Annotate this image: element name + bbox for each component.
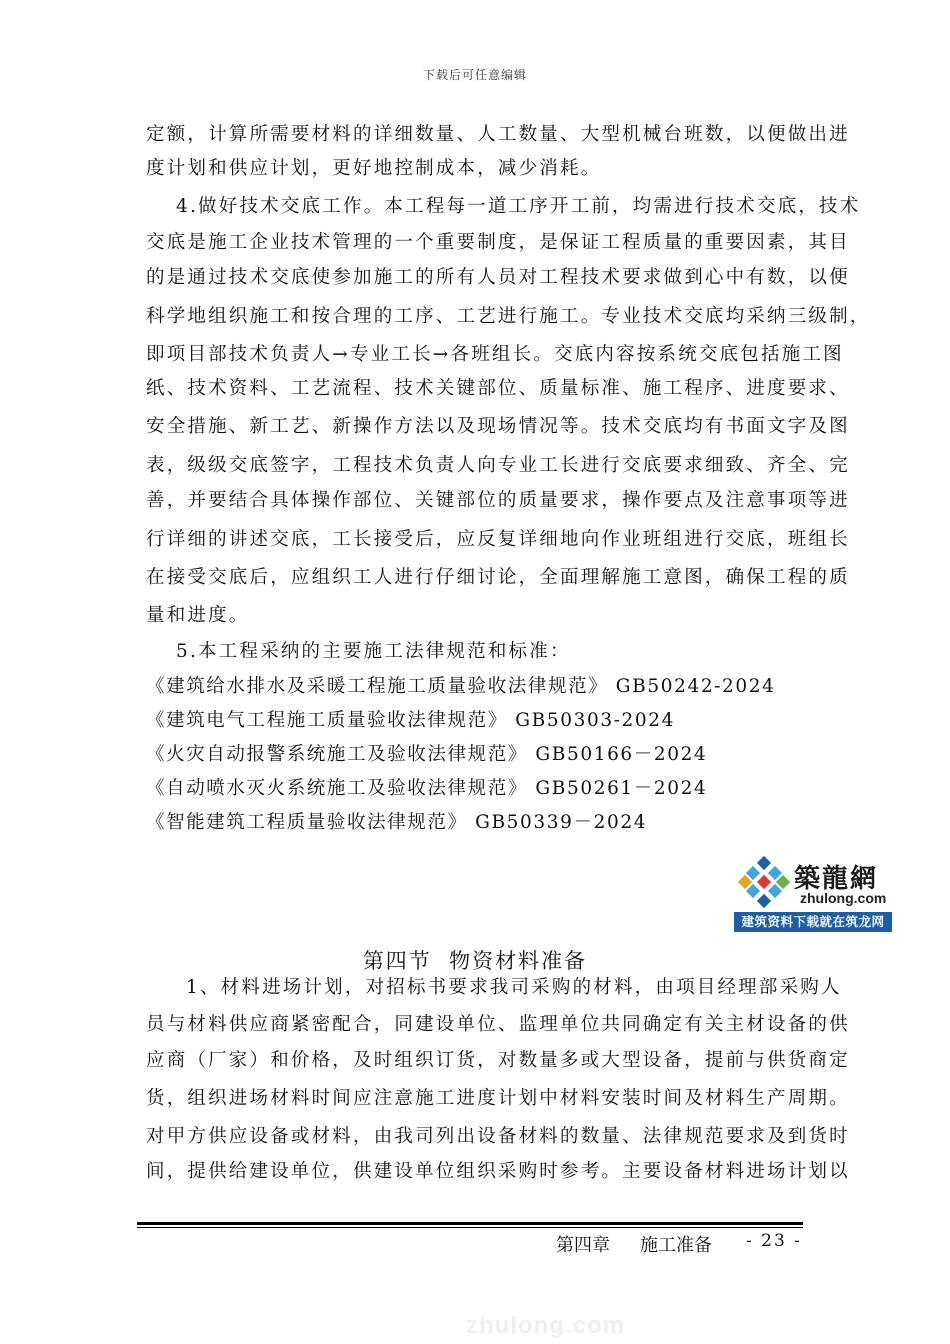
standard-item: 《火灾自动报警系统施工及验收法律规范》 GB50166－2024: [146, 744, 708, 765]
paragraph-line: 交底是施工企业技术管理的一个重要制度，是保证工程质量的重要因素，其目: [146, 232, 850, 253]
paragraph-line: 科学地组织施工和按合理的工序、工艺进行施工。专业技术交底均采纳三级制，: [146, 306, 871, 327]
watermark: zhulong.com: [466, 1312, 625, 1339]
section-line: 1、材料进场计划，对招标书要求我司采购的材料，由项目经理部采购人: [186, 977, 842, 998]
paragraph-line: 定额，计算所需要材料的详细数量、人工数量、大型机械台班数，以便做出进: [146, 124, 850, 145]
logo-name-cn: 築龍網: [794, 864, 879, 894]
paragraph-line: 即项目部技术负责人→专业工长→各班组长。交底内容按系统交底包括施工图: [146, 344, 844, 365]
paragraph-line: 5.本工程采纳的主要施工法律规范和标准：: [176, 641, 571, 662]
paragraph-line: 在接受交底后，应组织工人进行仔细讨论，全面理解施工意图，确保工程的质: [146, 567, 850, 588]
paragraph-line: 纸、技术资料、工艺流程、技术关键部位、质量标准、施工程序、进度要求、: [146, 378, 850, 399]
paragraph-line: 表，级级交底签字，工程技术负责人向专业工长进行交底要求细致、齐全、完: [146, 455, 850, 476]
section-line: 货，组织进场材料时间应注意施工进度计划中材料安装时间及材料生产周期。: [146, 1088, 850, 1109]
paragraph-line: 的是通过技术交底使参加施工的所有人员对工程技术要求做到心中有数，以便: [146, 267, 850, 288]
section-line: 间，提供给建设单位，供建设单位组织采购时参考。主要设备材料进场计划以: [146, 1161, 850, 1182]
logo-domain: zhulong.com: [800, 890, 887, 906]
paragraph-line: 安全措施、新工艺、新操作方法以及现场情况等。技术交底均有书面文字及图: [146, 416, 850, 437]
zhulong-logo: [734, 850, 892, 932]
footer-rule: [137, 1222, 803, 1225]
section-line: 员与材料供应商紧密配合，同建设单位、监理单位共同确定有关主材设备的供: [146, 1014, 850, 1035]
paragraph-line: 善，并要结合具体操作部位、关键部位的质量要求，操作要点及注意事项等进: [146, 490, 850, 511]
paragraph-line: 行详细的讲述交底，工长接受后，应反复详细地向作业班组进行交底，班组长: [146, 529, 850, 550]
section-line: 对甲方供应设备或材料，由我司列出设备材料的数量、法律规范要求及到货时: [146, 1126, 850, 1147]
footer-page-number: - 23 -: [746, 1231, 802, 1251]
footer-chapter: 第四章: [556, 1235, 610, 1256]
footer-title: 施工准备: [640, 1235, 712, 1256]
footer-rule-thin: [137, 1227, 803, 1228]
zhulong-logo-mark-icon: [738, 856, 790, 908]
standard-item: 《智能建筑工程质量验收法律规范》 GB50339－2024: [146, 812, 648, 833]
paragraph-line: 量和进度。: [146, 605, 250, 626]
standard-item: 《建筑给水排水及采暖工程施工质量验收法律规范》 GB50242-2024: [146, 676, 776, 697]
logo-slogan: 建筑资料下载就在筑龙网: [734, 912, 892, 932]
section-title: 第四节 物资材料准备: [362, 949, 588, 973]
standard-item: 《自动喷水灭火系统施工及验收法律规范》 GB50261－2024: [146, 778, 708, 799]
header-note: 下载后可任意编辑: [422, 68, 527, 82]
paragraph-line: 度计划和供应计划，更好地控制成本，减少消耗。: [146, 158, 602, 179]
standard-item: 《建筑电气工程施工质量验收法律规范》 GB50303-2024: [146, 710, 676, 731]
section-line: 应商（厂家）和价格，及时组织订货，对数量多或大型设备，提前与供货商定: [146, 1050, 850, 1071]
paragraph-line: 4.做好技术交底工作。本工程每一道工序开工前，均需进行技术交底，技术: [176, 196, 861, 217]
